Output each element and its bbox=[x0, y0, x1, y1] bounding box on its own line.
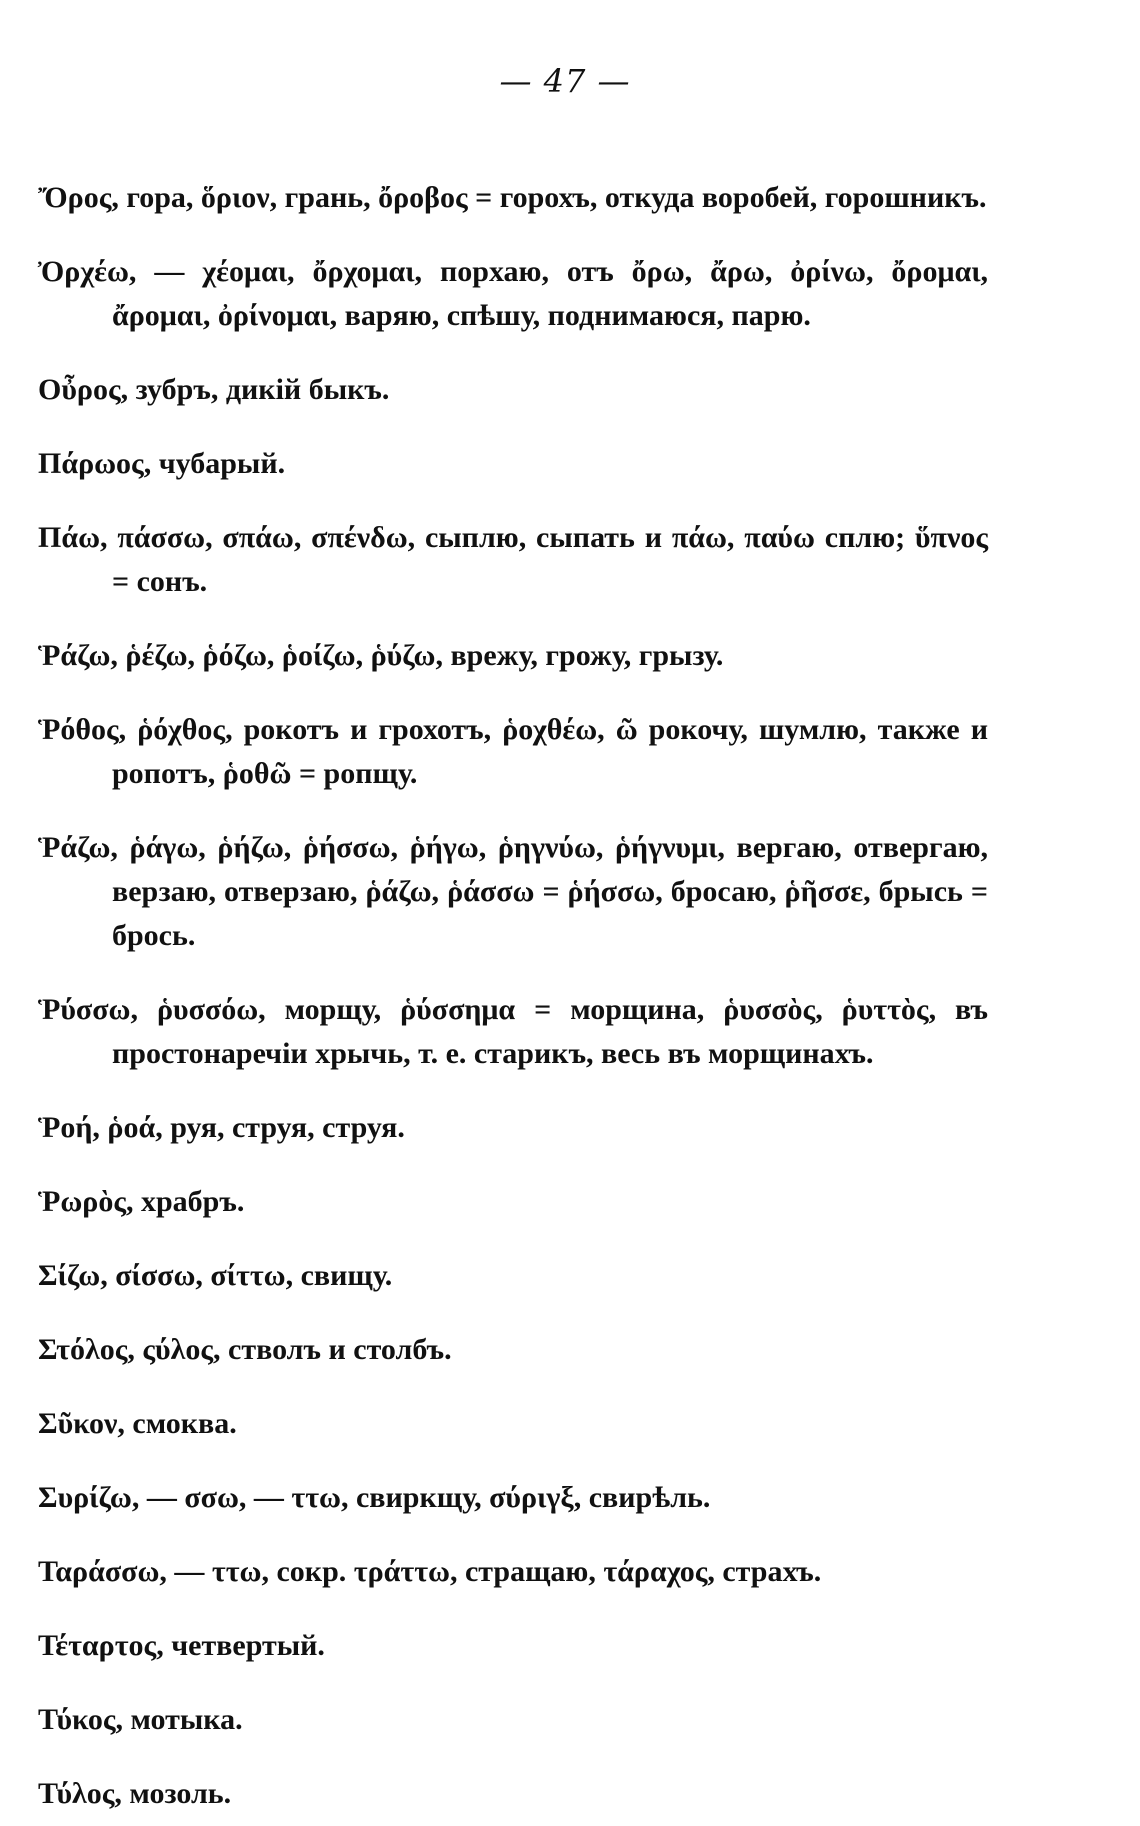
dictionary-entry: Ῥωρὸς, храбръ. bbox=[38, 1185, 245, 1218]
dictionary-entry: Τύλος, мозоль. bbox=[38, 1777, 232, 1810]
dictionary-entries bbox=[38, 146, 988, 1820]
dictionary-entry: Σίζω, σίσσω, σίττω, свищу. bbox=[38, 1259, 393, 1292]
dictionary-entry: Σῦκον, смоква. bbox=[38, 1407, 237, 1440]
dictionary-entry: Οὖρος, зубръ, дикій быкъ. bbox=[38, 373, 390, 406]
dictionary-entry: Πάρωος, чубарый. bbox=[38, 447, 286, 480]
dictionary-entry: Ῥύσσω, ῥυσσόω, морщу, ῥύσσημα = морщина, ῥυσσὸς, ῥυττὸς, въ простонаречіи хрычь, т. е. старикъ, весь въ морщинахъ. bbox=[38, 993, 988, 1070]
dictionary-entry: Ταράσσω, — ττω, сокр. τράττω, стращаю, τάραχος, страхъ. bbox=[38, 1555, 822, 1588]
dictionary-entry: Τέταρτος, четвертый. bbox=[38, 1629, 325, 1662]
dictionary-entry: Ὄρος, гора, ὅριον, грань, ὄροβος = горохъ, откуда воробей, горошникъ. bbox=[38, 181, 987, 214]
dictionary-entry: Ῥάζω, ῥέζω, ῥόζω, ῥοίζω, ῥύζω, врежу, грожу, грызу. bbox=[38, 639, 724, 672]
dictionary-entry: Πάω, πάσσω, σπάω, σπένδω, сыплю, сыпать и πάω, παύω сплю; ὕπνος = сонъ. bbox=[38, 521, 988, 598]
dictionary-entry: Ῥοή, ῥοά, руя, струя, струя. bbox=[38, 1111, 405, 1144]
dictionary-entry: Ῥόθος, ῥόχθος, рокотъ и грохотъ, ῥοχθέω, ῶ рокочу, шумлю, также и ропотъ, ῥοθῶ = ропщу. bbox=[38, 713, 988, 790]
dictionary-entry: Συρίζω, — σσω, — ττω, свиркщу, σύριγξ, свирѣль. bbox=[38, 1481, 711, 1514]
dictionary-entry: Ὀρχέω, — χέομαι, ὄρχομαι, порхаю, отъ ὄρω, ἄρω, ὀρίνω, ὄρομαι, ἄρομαι, ὀρίνομαι, варяю, спѣшу, поднимаюся, парю. bbox=[38, 255, 988, 332]
dictionary-entry: Ῥάζω, ῥάγω, ῥήζω, ῥήσσω, ῥήγω, ῥηγνύω, ῥήγνυμι, вергаю, отвергаю, верзаю, отверзаю, ῥάζω, ῥάσσω = ῥήσσω, бросаю, ῥῆσσε, брысь = брось. bbox=[38, 831, 988, 952]
dictionary-entry: Στόλος, ςύλος, стволъ и столбъ. bbox=[38, 1333, 452, 1366]
dictionary-entry: Τύκος, мотыка. bbox=[38, 1703, 243, 1736]
page-number: — 47 — bbox=[499, 62, 631, 100]
